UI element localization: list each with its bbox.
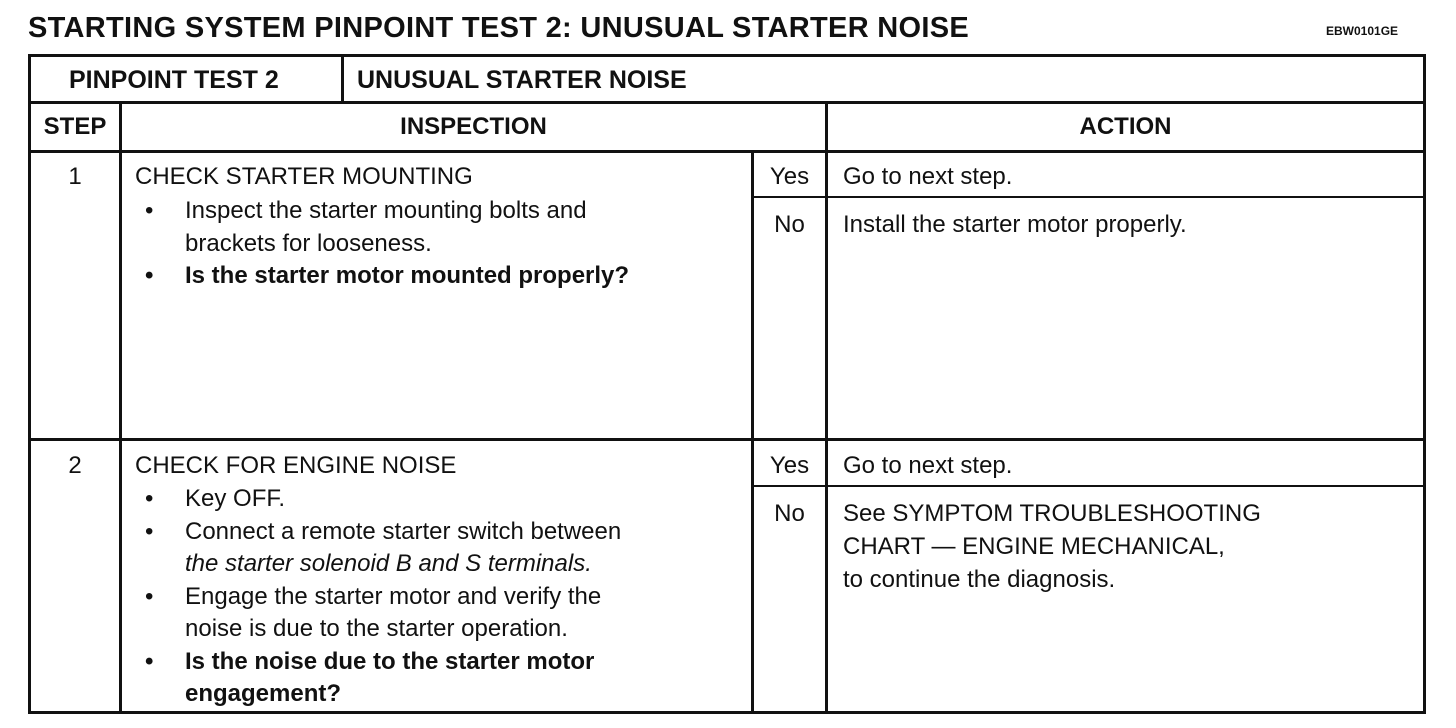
header-action: ACTION xyxy=(1079,113,1172,140)
test-name: UNUSUAL STARTER NOISE xyxy=(357,66,687,94)
test-label: PINPOINT TEST 2 xyxy=(69,66,279,94)
rule-test-divider xyxy=(341,57,344,101)
header-step: STEP xyxy=(43,113,107,140)
no-action: CHART — ENGINE MECHANICAL, xyxy=(843,533,1225,560)
rule-step2-yes xyxy=(751,485,1423,487)
rule-step1-yes xyxy=(751,196,1423,198)
step-2-bullets xyxy=(135,483,621,711)
rule-title-row xyxy=(31,101,1423,104)
no-label: No xyxy=(774,500,805,527)
rule-action-col xyxy=(825,101,828,711)
no-action: See SYMPTOM TROUBLESHOOTING xyxy=(843,500,1261,527)
pinpoint-test-table xyxy=(28,54,1426,714)
step-number: 1 xyxy=(68,163,82,190)
rule-header-row xyxy=(31,150,1423,153)
yes-action: Go to next step. xyxy=(843,452,1013,479)
step-number: 2 xyxy=(68,452,82,479)
yes-label: Yes xyxy=(769,163,810,190)
list-item: • Inspect the starter mounting bolts and brackets for looseness. xyxy=(145,197,587,257)
list-item: • Is the starter motor mounted properly? xyxy=(145,262,630,289)
list-item: • Connect a remote starter switch between the starter solenoid B and S terminals. xyxy=(145,517,622,577)
step-heading: CHECK STARTER MOUNTING xyxy=(135,163,473,190)
yes-label: Yes xyxy=(769,452,810,479)
yes-action: Go to next step. xyxy=(843,163,1013,190)
list-item: • Is the noise due to the starter motor engagement? xyxy=(145,647,595,707)
rule-step-col xyxy=(119,101,122,711)
list-item: • Engage the starter motor and verify the noise is due to the starter operation. xyxy=(145,582,602,642)
no-label: No xyxy=(774,211,805,238)
step-1-bullets xyxy=(135,195,629,293)
list-item: • Key OFF. xyxy=(145,485,286,512)
document-code: EBW0101GE xyxy=(1326,24,1399,38)
step-heading: CHECK FOR ENGINE NOISE xyxy=(135,452,457,479)
document-title: STARTING SYSTEM PINPOINT TEST 2: UNUSUAL STARTER NOISE xyxy=(28,12,970,44)
no-action: to continue the diagnosis. xyxy=(843,566,1116,593)
no-action: Install the starter motor properly. xyxy=(843,211,1187,238)
rule-step1-end xyxy=(31,438,1423,441)
header-inspection: INSPECTION xyxy=(400,113,547,140)
